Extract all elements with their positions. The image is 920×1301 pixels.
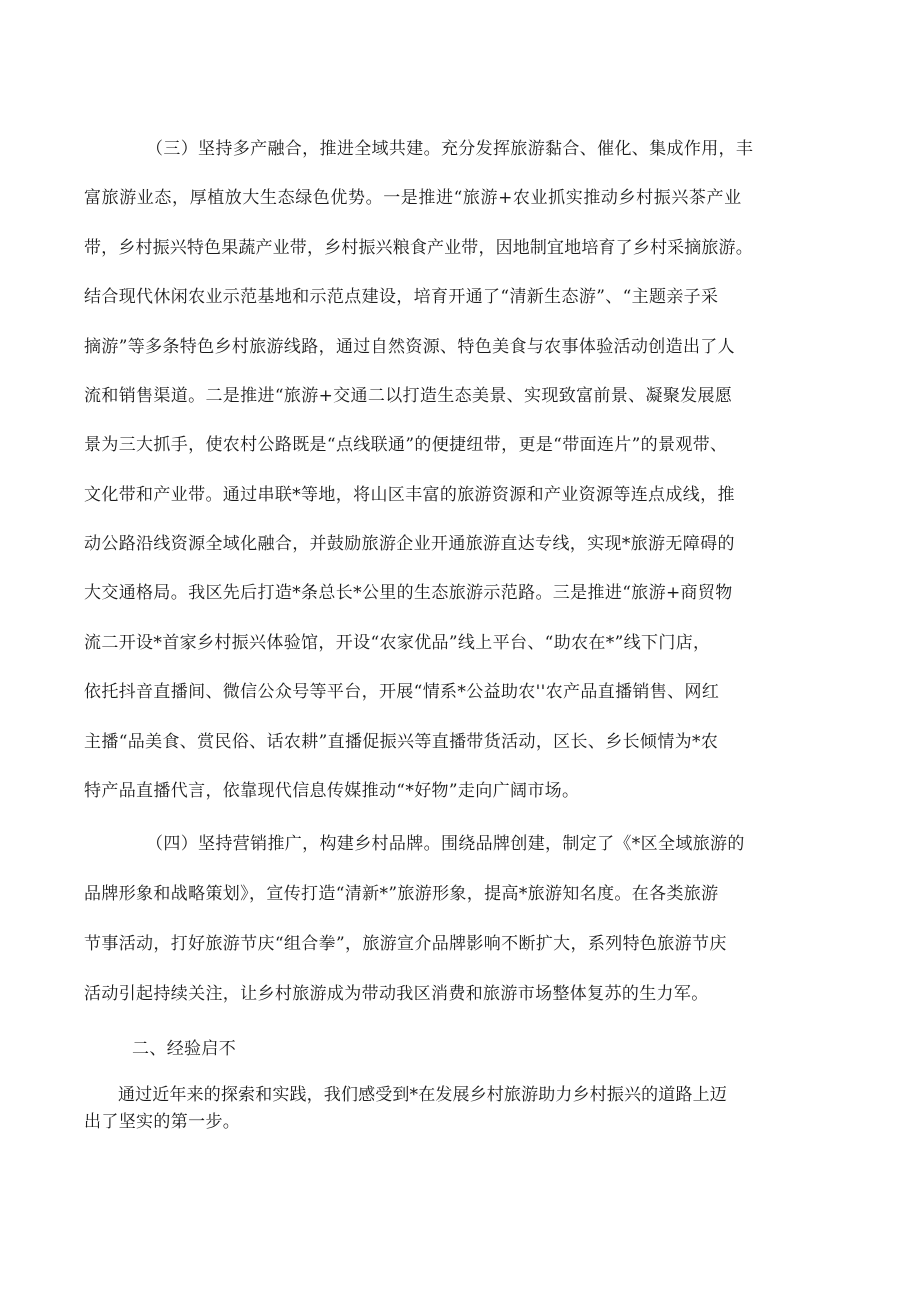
paragraph-line: 景为三大抓手，使农村公路既是“点线联通”的便捷纽带，更是“带面连片”的景观带、 bbox=[84, 435, 728, 455]
paragraph-line: 大交通格局。我区先后打造*条总长*公里的生态旅游示范路。三是推进“旅游+商贸物 bbox=[84, 583, 733, 603]
paragraph-line: 动公路沿线资源全域化融合，并鼓励旅游企业开通旅游直达专线，实现*旅游无障碍的 bbox=[84, 534, 735, 554]
paragraph-line: 流和销售渠道。二是推进“旅游+交通二以打造生态美景、实现致富前景、凝聚发展愿 bbox=[84, 386, 733, 406]
paragraph-line: 活动引起持续关注，让乡村旅游成为带动我区消费和旅游市场整体复苏的生力军。 bbox=[84, 984, 709, 1004]
paragraph-line: 出了坚实的第一步。 bbox=[84, 1112, 241, 1132]
paragraph-line: 品牌形象和战略策划》，宣传打造“清新*”旅游形象，提高*旅游知名度。在各类旅游 bbox=[84, 884, 719, 904]
paragraph-line: 带，乡村振兴特色果蔬产业带，乡村振兴粮食产业带，因地制宜地培育了乡村采摘旅游。 bbox=[84, 238, 753, 258]
paragraph-line: （四）坚持营销推广，构建乡村品牌。围绕品牌创建，制定了《*区全域旅游的 bbox=[146, 834, 745, 854]
section-heading: 二、经验启不 bbox=[132, 1039, 237, 1059]
paragraph-line: （三）坚持多产融合，推进全域共建。充分发挥旅游黏合、催化、集成作用，丰 bbox=[146, 139, 754, 159]
paragraph-line: 节事活动，打好旅游节庆“组合拳”，旅游宣介品牌影响不断扩大，系列特色旅游节庆 bbox=[84, 934, 727, 954]
paragraph-line: 依托抖音直播间、微信公众号等平台，开展“情系*公益助农''农产品直播销售、网红 bbox=[84, 682, 720, 702]
paragraph-line: 结合现代休闲农业示范基地和示范点建设，培育开通了“清新生态游”、“主题亲子采 bbox=[84, 287, 719, 307]
paragraph-line: 文化带和产业带。通过串联*等地，将山区丰富的旅游资源和产业资源等连点成线，推 bbox=[84, 485, 735, 505]
paragraph-line: 主播“品美食、赏民俗、话农耕”直播促振兴等直播带货活动，区长、乡长倾情为*农 bbox=[84, 732, 719, 752]
paragraph-line: 摘游”等多条特色乡村旅游线路，通过自然资源、特色美食与农事体验活动创造出了人 bbox=[84, 337, 735, 357]
paragraph-line: 特产品直播代言，依靠现代信息传媒推动“*好物”走向广阔市场。 bbox=[84, 781, 580, 801]
paragraph-line: 流二开设*首家乡村振兴体验馆，开设“农家优品”线上平台、“助农在*”线下门店， bbox=[84, 633, 711, 653]
paragraph-line: 通过近年来的探索和实践，我们感受到*在发展乡村旅游助力乡村振兴的道路上迈 bbox=[118, 1085, 727, 1105]
paragraph-line: 富旅游业态，厚植放大生态绿色优势。一是推进“旅游+农业抓实推动乡村振兴茶产业 bbox=[84, 188, 742, 208]
